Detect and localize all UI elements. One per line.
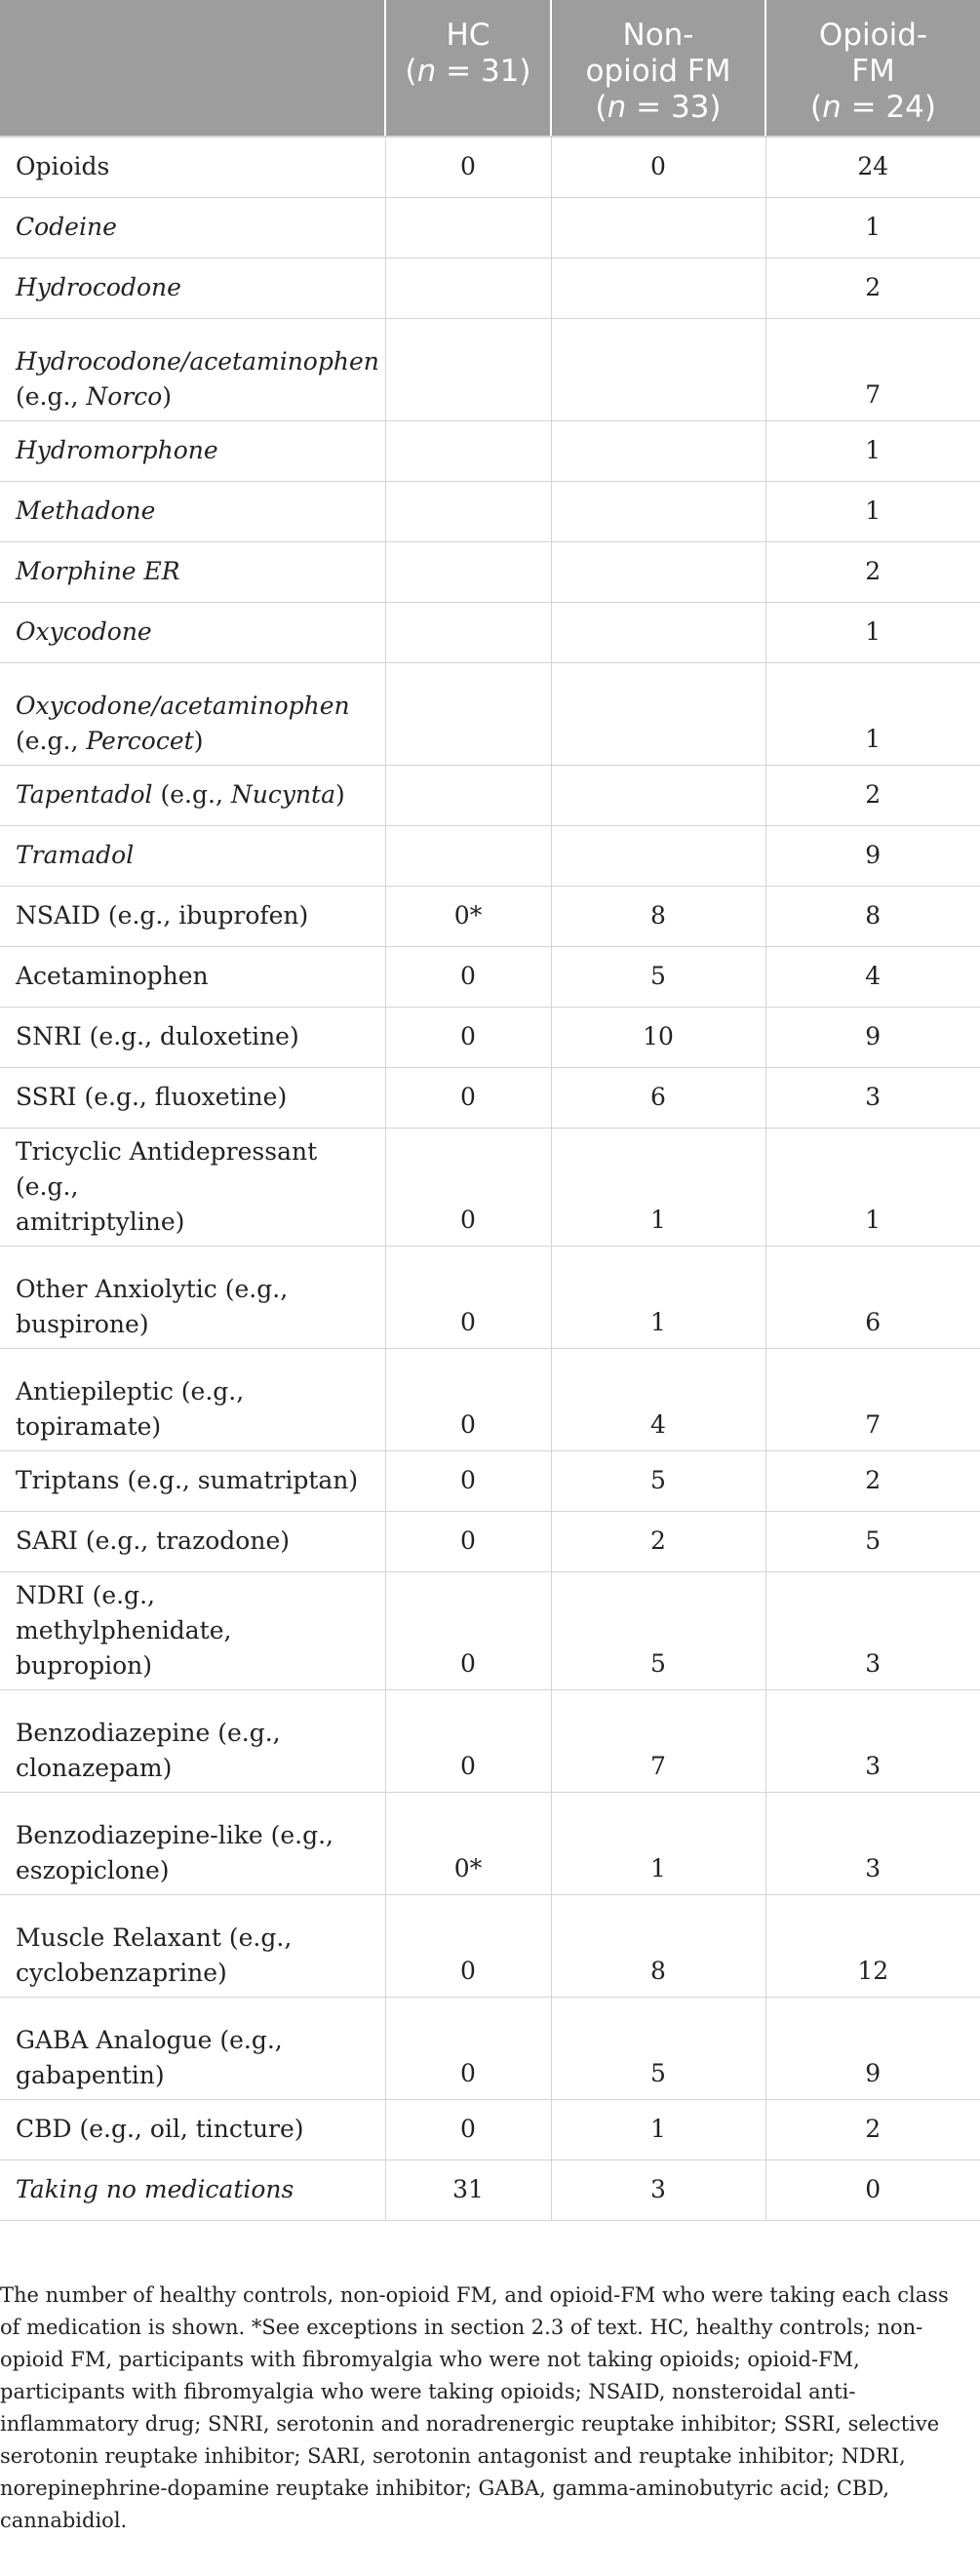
non-opioid-count-cell: 1	[551, 1128, 765, 1246]
medication-name-line: Hydromorphone	[16, 436, 218, 464]
opioid-count-cell: 1	[765, 602, 980, 662]
non-opioid-count-cell: 2	[551, 1511, 765, 1571]
medication-name-line: (e.g., Percocet)	[16, 726, 204, 755]
opioid-count-cell: 2	[765, 2099, 980, 2160]
table-row	[0, 602, 980, 662]
medication-name-line: Opioids	[16, 152, 110, 181]
non-opioid-count-cell: 7	[551, 1689, 765, 1792]
table-row	[0, 137, 980, 197]
non-opioid-count-cell: 5	[551, 1571, 765, 1689]
non-opioid-count-cell	[551, 602, 765, 662]
medication-name-line: gabapentin)	[16, 2060, 165, 2089]
medication-cell	[0, 420, 385, 481]
non-opioid-count-cell	[551, 541, 765, 602]
non-opioid-count-cell	[551, 318, 765, 420]
medication-name-line: GABA Analogue (e.g.,	[16, 2025, 283, 2054]
opioid-count-cell: 1	[765, 197, 980, 258]
hc-count-cell: 0	[385, 1997, 551, 2099]
medication-cell	[0, 258, 385, 318]
table-row	[0, 258, 980, 318]
medication-name-line: Methadone	[16, 496, 156, 525]
table-row	[0, 1246, 980, 1348]
medication-name-line: Tramadol	[16, 841, 135, 869]
non-opioid-count-cell: 4	[551, 1348, 765, 1450]
medication-name-line: NSAID (e.g., ibuprofen)	[16, 901, 309, 930]
medication-name-line: Hydrocodone	[16, 273, 181, 301]
non-opioid-count-cell	[551, 481, 765, 541]
non-opioid-count-cell: 1	[551, 1792, 765, 1894]
non-opioid-count-cell: 6	[551, 1067, 765, 1128]
opioid-count-cell: 1	[765, 481, 980, 541]
medication-cell	[0, 197, 385, 258]
opioid-count-cell: 7	[765, 318, 980, 420]
hc-count-cell	[385, 197, 551, 258]
medication-name-line: Codeine	[16, 213, 117, 241]
table-row	[0, 1997, 980, 2099]
hc-count-cell	[385, 318, 551, 420]
table-row	[0, 1792, 980, 1894]
medication-cell	[0, 481, 385, 541]
non-opioid-count-cell	[551, 420, 765, 481]
hc-count-cell: 0	[385, 137, 551, 197]
table-row	[0, 318, 980, 420]
table-row	[0, 1689, 980, 1792]
medication-name-line: Morphine ER	[16, 557, 180, 585]
hc-count-cell: 0	[385, 1511, 551, 1571]
table-row	[0, 1007, 980, 1067]
opioid-count-cell: 7	[765, 1348, 980, 1450]
medication-cell	[0, 1128, 385, 1246]
medication-cell	[0, 946, 385, 1007]
opioid-count-cell: 1	[765, 420, 980, 481]
table-row	[0, 197, 980, 258]
medication-name-line: Tricyclic Antidepressant (e.g.,	[16, 1136, 318, 1201]
hc-count-cell	[385, 662, 551, 765]
medication-cell	[0, 1689, 385, 1792]
medication-cell	[0, 1067, 385, 1128]
opioid-count-cell: 3	[765, 1067, 980, 1128]
medication-name-line: Acetaminophen	[16, 962, 209, 990]
header-opioid-n: (n = 24)	[810, 90, 936, 125]
opioid-count-cell: 2	[765, 765, 980, 825]
hc-count-cell: 0	[385, 1894, 551, 1997]
table-row	[0, 1571, 980, 1689]
medication-name-line: NDRI (e.g., methylphenidate,	[16, 1580, 232, 1645]
table-row	[0, 1067, 980, 1128]
non-opioid-count-cell: 5	[551, 1450, 765, 1511]
hc-count-cell: 0	[385, 1571, 551, 1689]
hc-count-cell: 0	[385, 946, 551, 1007]
medication-name-line: Other Anxiolytic (e.g.,	[16, 1274, 289, 1303]
table-body	[0, 137, 980, 2220]
non-opioid-count-cell: 10	[551, 1007, 765, 1067]
hc-count-cell	[385, 258, 551, 318]
medication-name-line: Oxycodone/acetaminophen	[16, 691, 350, 720]
medication-name-line: Benzodiazepine-like (e.g.,	[16, 1820, 333, 1849]
medication-name-line: amitriptyline)	[16, 1207, 185, 1236]
header-non-opioid-title-1: Non-	[622, 18, 694, 53]
header-opioid-title-2: FM	[851, 54, 895, 89]
medication-cell	[0, 1894, 385, 1997]
opioid-count-cell: 12	[765, 1894, 980, 1997]
header-hc-n: (n = 31)	[405, 54, 531, 89]
medication-name-line: clonazepam)	[16, 1753, 173, 1782]
hc-count-cell: 0	[385, 1246, 551, 1348]
medication-cell	[0, 1246, 385, 1348]
medication-cell	[0, 1792, 385, 1894]
medication-cell	[0, 1511, 385, 1571]
hc-count-cell	[385, 765, 551, 825]
opioid-count-cell: 24	[765, 137, 980, 197]
table-row	[0, 1894, 980, 1997]
header-medication	[0, 0, 385, 137]
opioid-count-cell: 3	[765, 1571, 980, 1689]
medication-name-line: topiramate)	[16, 1411, 162, 1441]
medication-name-line: Triptans (e.g., sumatriptan)	[16, 1466, 359, 1494]
table-row	[0, 1128, 980, 1246]
header-non-opioid-title-2: opioid FM	[585, 54, 731, 89]
opioid-count-cell: 2	[765, 541, 980, 602]
medication-name-line: Hydrocodone/acetaminophen	[16, 346, 379, 376]
non-opioid-count-cell	[551, 662, 765, 765]
header-hc	[385, 0, 551, 137]
opioid-count-cell: 9	[765, 825, 980, 886]
opioid-count-cell: 9	[765, 1007, 980, 1067]
medication-cell	[0, 1571, 385, 1689]
medication-name-line: cyclobenzaprine)	[16, 1958, 227, 1987]
medication-name-line: Antiepileptic (e.g.,	[16, 1376, 245, 1406]
header-non-opioid-fm	[551, 0, 765, 137]
medication-name-line: buspirone)	[16, 1309, 149, 1338]
non-opioid-count-cell: 0	[551, 137, 765, 197]
hc-count-cell: 0	[385, 1689, 551, 1792]
medication-cell	[0, 2160, 385, 2220]
non-opioid-count-cell: 8	[551, 1894, 765, 1997]
opioid-count-cell: 4	[765, 946, 980, 1007]
opioid-count-cell: 6	[765, 1246, 980, 1348]
opioid-count-cell: 1	[765, 1128, 980, 1246]
opioid-count-cell: 5	[765, 1511, 980, 1571]
non-opioid-count-cell	[551, 825, 765, 886]
medication-name-line: Taking no medications	[16, 2175, 294, 2203]
medication-cell	[0, 886, 385, 946]
medication-cell	[0, 318, 385, 420]
opioid-count-cell: 3	[765, 1792, 980, 1894]
hc-count-cell	[385, 420, 551, 481]
medication-cell	[0, 1007, 385, 1067]
hc-count-cell	[385, 825, 551, 886]
table-row	[0, 1450, 980, 1511]
opioid-count-cell: 9	[765, 1997, 980, 2099]
hc-count-cell: 31	[385, 2160, 551, 2220]
table-row	[0, 886, 980, 946]
table-row	[0, 946, 980, 1007]
hc-count-cell	[385, 541, 551, 602]
medication-cell	[0, 541, 385, 602]
medication-cell	[0, 1997, 385, 2099]
medication-name-line: Muscle Relaxant (e.g.,	[16, 1922, 293, 1952]
medication-name-line: eszopiclone)	[16, 1855, 170, 1884]
medication-cell	[0, 825, 385, 886]
opioid-count-cell: 2	[765, 258, 980, 318]
hc-count-cell	[385, 602, 551, 662]
medication-cell	[0, 1348, 385, 1450]
table-row	[0, 825, 980, 886]
medication-cell	[0, 1450, 385, 1511]
medication-name-line: bupropion)	[16, 1650, 153, 1680]
hc-count-cell: 0*	[385, 1792, 551, 1894]
table-row	[0, 1511, 980, 1571]
non-opioid-count-cell	[551, 765, 765, 825]
medication-name-line: Oxycodone	[16, 617, 152, 646]
table-row	[0, 2099, 980, 2160]
medication-name-line: (e.g., Norco)	[16, 381, 173, 411]
non-opioid-count-cell: 8	[551, 886, 765, 946]
header-opioid-fm	[765, 0, 980, 137]
medication-name-line: Tapentadol (e.g., Nucynta)	[16, 780, 345, 809]
opioid-count-cell: 0	[765, 2160, 980, 2220]
medication-name-line: SSRI (e.g., fluoxetine)	[16, 1083, 288, 1111]
non-opioid-count-cell: 3	[551, 2160, 765, 2220]
table-row	[0, 420, 980, 481]
table-row	[0, 2160, 980, 2220]
medication-cell	[0, 2099, 385, 2160]
non-opioid-count-cell	[551, 197, 765, 258]
table-row	[0, 541, 980, 602]
header-opioid-title-1: Opioid-	[818, 18, 928, 53]
medication-cell	[0, 602, 385, 662]
header-non-opioid-n: (n = 33)	[595, 90, 722, 125]
opioid-count-cell: 3	[765, 1689, 980, 1792]
caption-text: The number of healthy controls, non-opioid FM, and opioid-FM who were taking each class of medication is shown. *See exceptions in section 2.3 of text. HC, healthy controls; non-opioid FM, participants with fibromyalgia who were not taking opioids; opioid-FM, participants with fibromyalgia who were taking opioids; NSAID, nonsteroidal anti-inflammatory drug; SNRI, serotonin and noradrenergic reuptake inhibitor; SSRI, selective serotonin reuptake inhibitor; SARI, serotonin antagonist and reuptake inhibitor; NDRI, norepinephrine-dopamine reuptake inhibitor; GABA, gamma-aminobutyric acid; CBD, cannabidiol.	[0, 2283, 949, 2532]
opioid-count-cell: 8	[765, 886, 980, 946]
hc-count-cell: 0	[385, 1067, 551, 1128]
table-caption	[0, 2279, 965, 2537]
medication-name-line: Benzodiazepine (e.g.,	[16, 1718, 281, 1747]
medication-cell	[0, 765, 385, 825]
opioid-count-cell: 1	[765, 662, 980, 765]
table-row	[0, 662, 980, 765]
hc-count-cell: 0	[385, 1128, 551, 1246]
hc-count-cell	[385, 481, 551, 541]
table-header	[0, 0, 980, 137]
hc-count-cell: 0	[385, 1007, 551, 1067]
header-row	[0, 0, 980, 137]
table-row	[0, 1348, 980, 1450]
non-opioid-count-cell: 5	[551, 1997, 765, 2099]
medication-cell	[0, 137, 385, 197]
table-row	[0, 481, 980, 541]
hc-count-cell: 0	[385, 1348, 551, 1450]
non-opioid-count-cell: 5	[551, 946, 765, 1007]
medication-name-line: SNRI (e.g., duloxetine)	[16, 1022, 299, 1050]
medication-name-line: SARI (e.g., trazodone)	[16, 1526, 290, 1555]
hc-count-cell: 0	[385, 2099, 551, 2160]
medication-cell	[0, 662, 385, 765]
medication-name-line: CBD (e.g., oil, tincture)	[16, 2115, 304, 2143]
non-opioid-count-cell	[551, 258, 765, 318]
hc-count-cell: 0*	[385, 886, 551, 946]
header-hc-title: HC	[446, 18, 490, 53]
non-opioid-count-cell: 1	[551, 1246, 765, 1348]
table-row	[0, 765, 980, 825]
hc-count-cell: 0	[385, 1450, 551, 1511]
opioid-count-cell: 2	[765, 1450, 980, 1511]
non-opioid-count-cell: 1	[551, 2099, 765, 2160]
